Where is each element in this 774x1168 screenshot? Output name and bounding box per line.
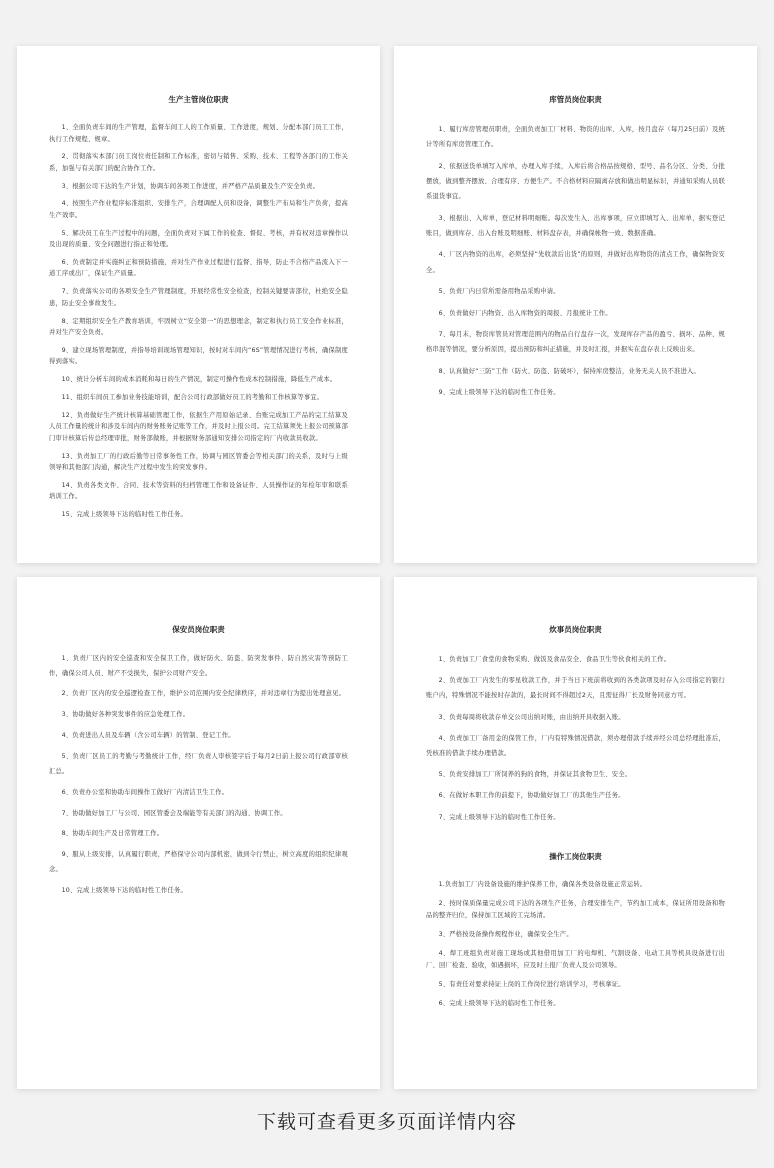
duty-item: 4、负责加工厂备用金的保管工作，厂内有特殊情况借款，须办理借款手续并经公司总经理批准后，凭核准的借款手续办理借款。 [426, 734, 725, 757]
duty-item: 5、负责安排加工厂所饲养的狗的食物，并保证其食物卫生、安全。 [438, 771, 632, 779]
section-title: 库管员岗位职责 [549, 95, 602, 104]
duty-item: 15、完成上级领导下达的临时性工作任务。 [61, 511, 187, 519]
duty-item: 6、负责办公室和协助车间操作工做好厂内清洁卫生工作。 [61, 788, 229, 796]
duty-item: 2、贯彻落实本部门员工岗位责任制和工作标准，密切与销售、采购、技术、工程等各部门的工作关系，加强与有关部门的配合协作工作。 [49, 153, 348, 172]
duty-item: 8、认真做好“三防”工作（防火、防盗、防破坏），保持库房整洁，业务无关人员不准进入。 [438, 367, 700, 375]
duty-item: 3、负责每周将收款存单交公司出纳对账，由出纳开具收据入账。 [438, 713, 625, 721]
duty-item: 6、完成上级领导下达的临时性工作任务。 [438, 999, 560, 1007]
document-page-2 [394, 46, 757, 563]
download-prompt-text: 下载可查看更多页面详情内容 [256, 1111, 517, 1133]
duty-item: 11、组织车间员工参加业务技能培训，配合公司行政部做好员工的考勤和工作核算等事宜。 [61, 393, 324, 401]
duty-item: 3、根据出、入库单，登记材料明细账。每次发生入、出库事项，应立即填写入、出库单，据实登记账目，做到库存、出入台账及明细账、材料盘存表，并确保帐物一致、数据准确。 [426, 214, 725, 237]
duty-item: 1.负责加工厂内设备设施的维护保养工作，确保各类设备设施正常运转。 [438, 880, 647, 888]
duty-item: 9、完成上级领导下达的临时性工作任务。 [438, 389, 560, 397]
duty-item: 4、按照生产作业程序标准组织、安排生产，合理调配人员和设备，调整生产布局和生产负荷，提高生产效率。 [49, 200, 348, 219]
section-production-supervisor [49, 94, 348, 521]
document-page-4 [394, 577, 757, 1089]
duty-item: 1、负责加工厂食堂的食物采购、做饭及食品安全、食品卫生等伙食相关的工作。 [438, 656, 671, 663]
duty-item: 2、依据送货单填写入库单，办理入库手续，入库后将合格品按规格、型号、品名分区、分类、分批摆放，做到整齐摆放、合理有序、方便生产。不合格材料应隔离存放和做出明显标识，并通知采购人员联系退货事宜。 [426, 162, 725, 201]
duty-item: 9、建立现场管理制度，并指导培训现场管理知识，按时对车间内“6S”管理情况进行考核，确保制度得到落实。 [49, 346, 348, 366]
section-cook [426, 624, 725, 825]
duty-item: 8、定期组织安全生产教育培训，牢固树立“安全第一”的思想理念，制定和执行员工安全作业标准，并对生产安全负责。 [49, 317, 348, 337]
duty-item: 5、负责厂区员工的考勤与考勤统计工作，经厂负责人审核签字后于每月2日前上报公司行政部审核汇总。 [49, 753, 348, 775]
duty-item: 5、解决员工在生产过程中的问题，全面负责对下属工作的检查、督促、考核，并有权对违章操作以及出现的质量、安全问题进行指正和处理。 [49, 229, 348, 249]
section-title: 保安员岗位职责 [172, 625, 225, 634]
duty-item: 13、负责加工厂的行政后勤等日常事务性工作，协调与园区管委会等相关部门的关系，及时与上级领导和其他部门沟通，解决生产过程中发生的突发事件。 [49, 452, 348, 472]
duty-item: 1、负责厂区内的安全巡查和安全保卫工作，做好防火、防盗、防突发事件、防自然灾害等预防工作，确保公司人员、财产不受损失，保护公司财产安全。 [49, 655, 348, 677]
duty-list [49, 122, 348, 521]
duty-item: 2、负责加工厂内发生的零星收款工作，并于当日下班前将收到的各类款项及时存入公司指定的银行账户内，特殊情况不能按时存款的，最长时间不得超过2天，且需征得厂长及财务同意方可。 [426, 677, 725, 700]
section-warehouse-keeper [426, 94, 725, 400]
duty-item: 6、在做好本职工作的前提下，协助做好加工厂的其他生产任务。 [438, 792, 625, 800]
duty-item: 5、有责任对要求持证上岗的工作岗位进行培训学习，考核拿证。 [438, 980, 625, 988]
duty-item: 2、按时保质保量完成公司下达的各项生产任务，合理安排生产，节约加工成本，保证所用设备和物品的整齐归位，保持加工区域的工完场清。 [426, 899, 725, 920]
duty-item: 12、负责做好生产统计核算基础管理工作，依据生产用原始记录、台账完成加工产品的完工结算及人员工作量的统计和涉及车间内的财务账务记账等工作，并及时上报公司。完工结算须先上报公司预算部门审计核算后传总经理审批，财务部做账，并根据财务部通知安排公司指定的厂内收款员收款。 [49, 411, 348, 442]
duty-list [426, 879, 725, 1010]
duty-item: 1、履行库房管理员职责，全面负责加工厂材料、物资的出库、入库，按月盘存（每月25日前）及统计等所有库房管理工作。 [426, 126, 725, 149]
duty-item: 10、统计分析车间的成本消耗和每日的生产情况，制定可操作性成本控制措施，降低生产成本。 [61, 376, 337, 384]
section-operator [426, 851, 725, 1010]
duty-item: 3、协助做好各种突发事件的应急处理工作。 [61, 711, 190, 719]
duty-item: 6、负责做好厂内物资、出入库物资的周报、月报统计工作。 [438, 309, 612, 317]
duty-item: 14、负责各类文件、合同、技术等资料的归档管理工作和设备证件、人员操作证的年检年审和联系培训工作。 [49, 481, 348, 501]
section-title: 炊事员岗位职责 [549, 625, 602, 634]
section-title: 生产主管岗位职责 [168, 95, 229, 104]
duty-item: 4、厂区内物资的出库，必须坚持“先收款后出货”的原则，并做好出库物资的清点工作，确保物资安全。 [426, 251, 725, 274]
duty-item: 8、协助车间生产及日常管理工作。 [61, 830, 164, 838]
duty-item: 3、严格按设备操作规程作业，确保安全生产。 [438, 930, 573, 938]
document-page-1 [17, 46, 380, 563]
duty-item: 7、每月末，物资库管员对管理范围内的物品自行盘存一次，发现库存产品的盈亏、损坏、品种、规格串混等情况，要分析原因，提出预防和纠正措施，并及时汇报，并据实在盘存表上反映出来。 [426, 331, 725, 354]
document-page-3 [17, 577, 380, 1089]
section-security-guard [49, 624, 348, 898]
duty-item: 7、完成上级领导下达的临时性工作任务。 [438, 813, 560, 821]
duty-item: 3、根据公司下达的生产计划，协调车间各项工作进度，并严格产品质量及生产安全负责。 [61, 182, 320, 190]
duty-list [426, 652, 725, 825]
duty-item: 7、负责落实公司的各项安全生产管理制度，开展经常性安全检查，控制关键要害部位，杜绝安全隐患，防止安全事故发生。 [49, 288, 348, 307]
duty-item: 9、服从上级安排，认真履行职责，严格保守公司内部机密，做到令行禁止，树立高度的组织纪律观念。 [49, 851, 348, 873]
duty-item: 7、协助做好加工厂与公司、园区管委会及端能等有关部门的沟通、协调工作。 [61, 809, 287, 817]
duty-item: 1、全面负责车间的生产管理，监督车间工人的工作质量、工作进度，规划、分配本部门员工工作，执行工作规程、规章。 [49, 124, 348, 143]
duty-item: 5、负责厂内日常所需备用物品采购申请。 [438, 288, 560, 296]
duty-list [426, 122, 725, 400]
duty-item: 2、负责厂区内的安全巡逻检查工作，维护公司范围内安全纪律秩序，并对违章行为提出处理意见。 [61, 690, 346, 698]
duty-list [49, 652, 348, 898]
duty-item: 4、焊工班组负责对施工现场或其他借用加工厂的电焊机、气割设备、电动工具等机具设备进行出厂、回厂检查、验收，如遇损坏，应及时上报厂负责人及公司领导。 [426, 949, 725, 970]
duty-item: 6、负责制定并实施纠正和预防措施，并对生产作业过程进行监督、指导，防止不合格产品流入下一道工序或出厂，保证生产质量。 [49, 258, 348, 278]
duty-item: 4、负责进出人员及车辆（含公司车辆）的管制、登记工作。 [61, 732, 235, 740]
section-title: 操作工岗位职责 [549, 851, 602, 861]
duty-item: 10、完成上级领导下达的临时性工作任务。 [61, 886, 187, 894]
